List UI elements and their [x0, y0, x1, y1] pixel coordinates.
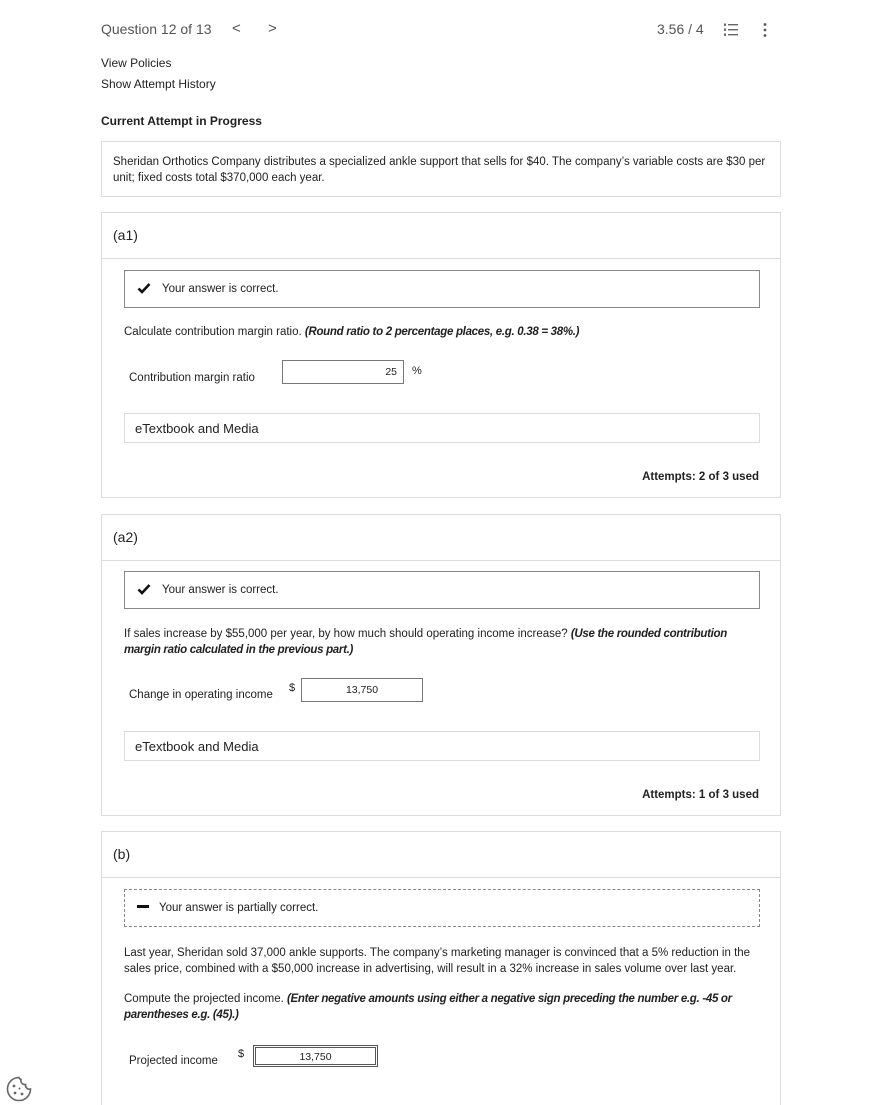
feedback-correct	[124, 270, 760, 308]
input-value: 13,750	[299, 1051, 332, 1063]
attempts-counter: Attempts: 1 of 3 used	[642, 789, 759, 801]
instruction-hint: (Use the rounded contribution margin ratio calculated in the previous part.)	[124, 628, 727, 656]
problem-context: Last year, Sheridan sold 37,000 ankle supports. The company’s marketing manager is convinced that a 5% reduction in the sales price, combined with a $50,000 increase in advertising, will result in a 32% increase in sales volume over last year.	[124, 947, 751, 975]
instruction-hint: (Enter negative amounts using either a negative sign preceding the number e.g. -45 or parentheses e.g. (45).)	[124, 993, 732, 1021]
previous-question-button[interactable]: <	[232, 20, 241, 37]
next-question-button[interactable]: >	[268, 20, 277, 37]
cookie-settings-icon[interactable]	[5, 1075, 33, 1103]
more-vertical-icon[interactable]	[761, 22, 769, 38]
question-counter: Question 12 of 13	[101, 21, 212, 37]
check-icon	[137, 582, 151, 596]
part-a2	[101, 514, 781, 816]
instruction-text: Compute the projected income.	[124, 993, 284, 1005]
part-label: (a1)	[102, 213, 780, 259]
score-display: 3.56 / 4	[657, 21, 704, 37]
percent-unit: %	[412, 365, 422, 377]
part-b	[101, 831, 781, 1105]
field-label: Projected income	[129, 1055, 218, 1067]
instruction-text: If sales increase by $55,000 per year, by how much should operating income increase?	[124, 628, 568, 640]
feedback-partial	[124, 889, 760, 927]
show-attempt-history-link[interactable]: Show Attempt History	[101, 77, 216, 91]
feedback-text: Your answer is correct.	[162, 584, 279, 596]
list-icon[interactable]	[723, 22, 739, 38]
etextbook-media-button[interactable]: eTextbook and Media	[124, 731, 760, 761]
instruction-hint: (Round ratio to 2 percentage places, e.g. 0.38 = 38%.)	[304, 326, 580, 338]
attempts-counter: Attempts: 2 of 3 used	[642, 471, 759, 483]
part-label: (a2)	[102, 515, 780, 561]
attempt-heading: Current Attempt in Progress	[101, 114, 262, 128]
projected-income-input[interactable]	[253, 1045, 378, 1067]
field-label: Contribution margin ratio	[129, 372, 255, 384]
feedback-correct	[124, 571, 760, 609]
feedback-text: Your answer is correct.	[162, 283, 279, 295]
question-toolbar	[101, 20, 781, 40]
instruction	[124, 991, 754, 1023]
instruction	[124, 626, 754, 658]
check-icon	[137, 281, 151, 295]
currency-symbol: $	[289, 682, 296, 694]
partial-dash-icon	[137, 905, 149, 908]
etextbook-media-button[interactable]: eTextbook and Media	[124, 413, 760, 443]
currency-symbol: $	[238, 1048, 245, 1060]
view-policies-link[interactable]: View Policies	[101, 56, 172, 70]
problem-statement: Sheridan Orthotics Company distributes a specialized ankle support that sells for $40. The company’s variable costs are $30 per unit; fixed costs total $370,000 each year.	[101, 141, 781, 197]
change-operating-income-input[interactable]	[301, 678, 423, 702]
input-value: 13,750	[345, 684, 379, 696]
field-label: Change in operating income	[129, 689, 273, 701]
instruction	[124, 324, 754, 340]
input-value: 25	[385, 366, 397, 378]
part-label: (b)	[102, 832, 780, 878]
instruction-text: Calculate contribution margin ratio.	[124, 326, 302, 338]
part-a1	[101, 212, 781, 498]
feedback-text: Your answer is partially correct.	[159, 902, 319, 914]
contribution-margin-ratio-input[interactable]	[282, 360, 404, 384]
